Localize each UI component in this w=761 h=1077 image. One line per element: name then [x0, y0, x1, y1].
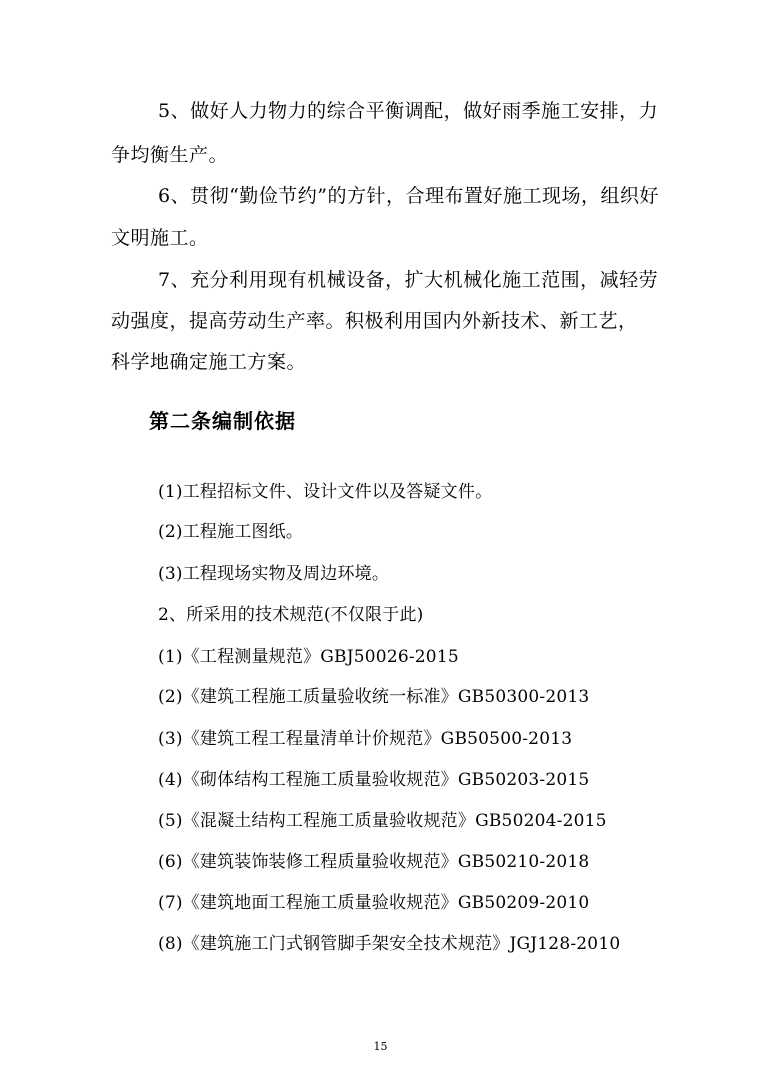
principle-7-line-2: 动强度，提高劳动生产率。积极利用国内外新技术、新工艺，: [111, 310, 638, 332]
spec-item: (7)《建筑地面工程施工质量验收规范》GB50209-2010: [158, 893, 590, 913]
principle-7-line-1: 7、充分利用现有机械设备，扩大机械化施工范围，减轻劳: [158, 269, 659, 291]
spec-item: (1)《工程测量规范》GBJ50026-2015: [158, 647, 459, 667]
principle-6-line-1: 6、贯彻“勤俭节约”的方针，合理布置好施工现场，组织好: [158, 185, 660, 207]
principle-6-line-2: 文明施工。: [111, 227, 209, 249]
basis-item: (2)工程施工图纸。: [158, 522, 304, 542]
page-number: 15: [373, 1040, 388, 1053]
specs-heading: 2、所采用的技术规范(不仅限于此): [158, 605, 424, 625]
spec-item: (3)《建筑工程工程量清单计价规范》GB50500-2013: [158, 729, 573, 749]
spec-item: (5)《混凝土结构工程施工质量验收规范》GB50204-2015: [158, 811, 607, 831]
principle-5-line-1: 5、做好人力物力的综合平衡调配，做好雨季施工安排，力: [158, 100, 659, 122]
principle-7-line-3: 科学地确定施工方案。: [111, 351, 307, 373]
spec-item: (6)《建筑装饰装修工程质量验收规范》GB50210-2018: [158, 852, 590, 872]
spec-item: (2)《建筑工程施工质量验收统一标准》GB50300-2013: [158, 687, 590, 707]
basis-item: (3)工程现场实物及周边环境。: [158, 564, 390, 584]
basis-item: (1)工程招标文件、设计文件以及答疑文件。: [158, 482, 493, 502]
section-heading: 第二条编制依据: [149, 409, 296, 433]
spec-item: (4)《砌体结构工程施工质量验收规范》GB50203-2015: [158, 770, 590, 790]
spec-item: (8)《建筑施工门式钢管脚手架安全技术规范》JGJ128-2010: [158, 934, 621, 954]
principle-5-line-2: 争均衡生产。: [111, 144, 229, 166]
